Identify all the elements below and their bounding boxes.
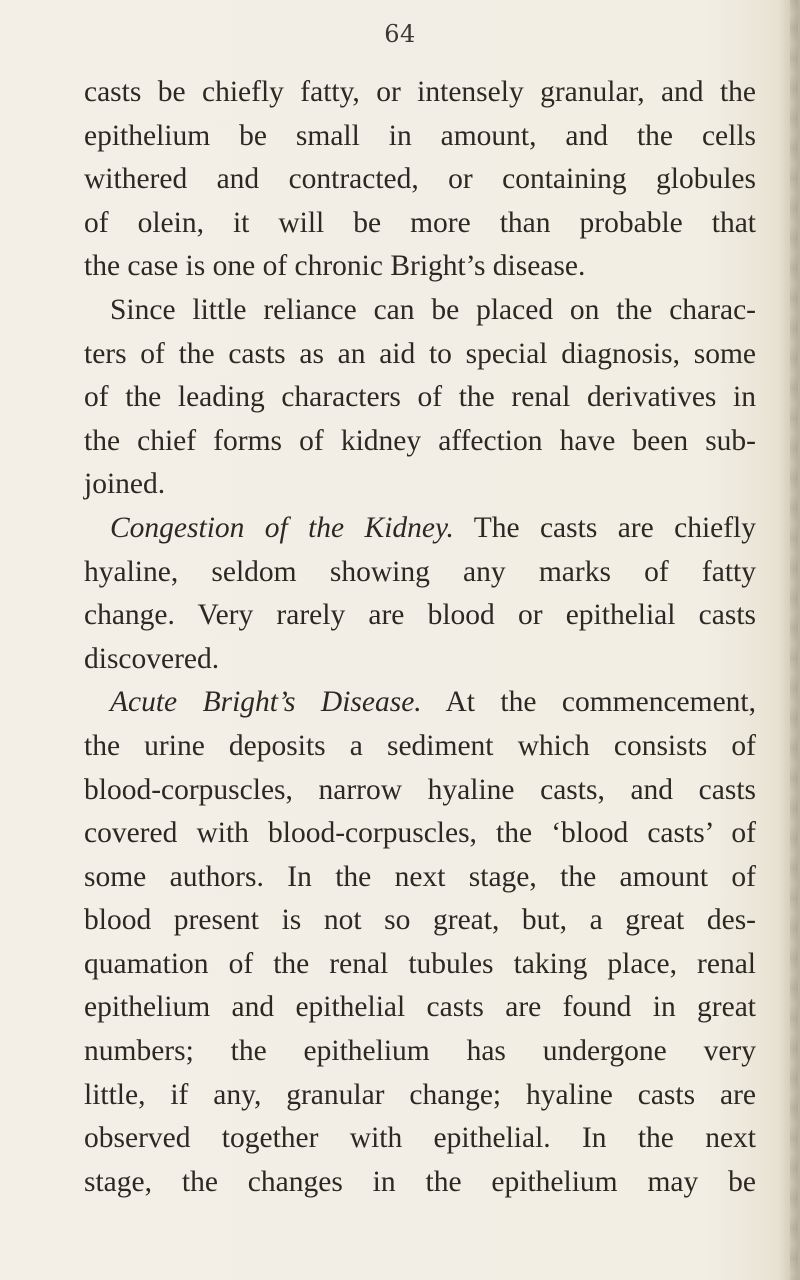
text-line: Acute Bright’s Disease. At the commencement, (110, 686, 756, 719)
text-line: observed together with epithelial. In the next (84, 1122, 756, 1155)
text-line: epithelium be small in amount, and the cells (84, 119, 756, 152)
body-text (84, 71, 756, 1204)
text-line: Congestion of the Kidney. The casts are chiefly (110, 511, 757, 544)
section-heading-acute-brights: Acute Bright’s Disease. (110, 686, 422, 719)
text-line: of the leading characters of the renal derivatives in (84, 381, 756, 414)
text-line: withered and contracted, or containing globules (84, 163, 756, 196)
text-line: Since little reliance can be placed on the charac- (110, 293, 756, 326)
text-line: the chief forms of kidney affection have been sub- (84, 424, 756, 457)
page-edge-stain (790, 0, 798, 1280)
page-number: 64 (384, 20, 416, 48)
text-line: some authors. In the next stage, the amount of (84, 860, 756, 893)
text-line: epithelium and epithelial casts are found in great (84, 991, 756, 1024)
section-heading-congestion: Congestion of the Kidney. (110, 511, 454, 544)
text-line: blood present is not so great, but, a great des- (84, 904, 756, 937)
text-line: change. Very rarely are blood or epithelial casts (84, 599, 756, 632)
text-line: hyaline, seldom showing any marks of fatty (84, 555, 756, 588)
text-line: casts be chiefly fatty, or intensely granular, and the (84, 76, 756, 108)
text-line: the urine deposits a sediment which consists of (84, 729, 756, 762)
text-line: the case is one of chronic Bright’s disease. (84, 250, 586, 283)
text-line: of olein, it will be more than probable that (84, 206, 756, 239)
text-line: joined. (84, 468, 166, 501)
text-line: numbers; the epithelium has undergone very (84, 1035, 756, 1068)
text-line: ters of the casts as an aid to special diagnosis, some (84, 337, 756, 370)
text-line: discovered. (84, 642, 220, 675)
text-line: stage, the changes in the epithelium may be (84, 1165, 756, 1198)
text-line: covered with blood-corpuscles, the ‘blood casts’ of (84, 817, 756, 850)
text-line: blood-corpuscles, narrow hyaline casts, and casts (84, 773, 756, 806)
text-line: little, if any, granular change; hyaline casts are (84, 1078, 756, 1111)
text-line: quamation of the renal tubules taking place, renal (84, 947, 756, 980)
